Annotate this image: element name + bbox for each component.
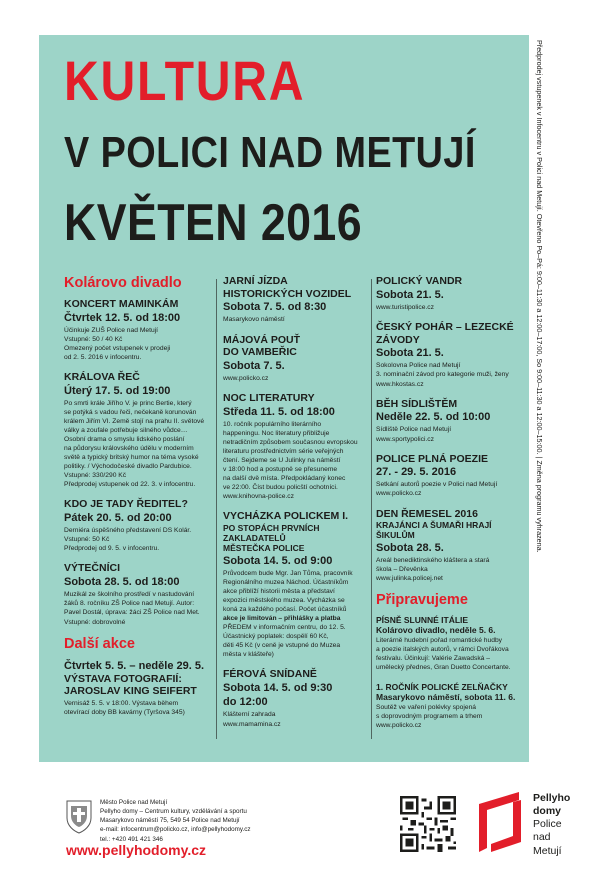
event: [64, 659, 214, 718]
event: [376, 398, 526, 444]
text-line: Pavel Dostál, úprava: žáci ZŠ Police nad Met.: [64, 609, 200, 617]
text-line: www.mamamina.cz: [223, 720, 281, 728]
text-line: www.knihovna-police.cz: [223, 493, 294, 501]
event-description: [376, 703, 526, 730]
text-line: 3. nominační závod pro kategorie muži, ženy: [376, 371, 509, 379]
text-line: umělecký přednes, Gran Duetto Concertante.: [376, 664, 511, 672]
event-title: POLICE PLNÁ POEZIE: [376, 452, 489, 465]
text-line: koná za každého počasí. Počet účastníků: [223, 606, 347, 614]
qr-code-icon: [400, 796, 456, 852]
text-line: žáků 8. ročníku ZŠ Police nad Metují. Autor:: [64, 600, 195, 608]
event-date: Úterý 17. 5. od 19:00: [64, 384, 171, 397]
text-line: Účastnický poplatek: dospělí 60 Kč,: [223, 633, 329, 641]
text-line: PŘEDEM v informačním centru, do 12. 5.: [223, 624, 346, 632]
event: [223, 510, 369, 659]
text-line: Vstupné: 50 Kč: [64, 536, 110, 544]
event-title: JAROSLAV KING SEIFERT: [64, 685, 197, 698]
event-date: Středa 11. 5. od 18:00: [223, 405, 335, 418]
logo-word: nad: [533, 831, 551, 844]
text-line: Předprodej vstupenek od 22. 3. v infocentru.: [64, 481, 196, 489]
text-line: Soutěž ve vaření polévky spojená: [376, 703, 477, 711]
text-line: Sokolovna Police nad Metují: [376, 362, 461, 370]
text-line: literaturu prostřednictvím série veřejných: [223, 448, 344, 456]
text-line: děti 45 Kč (v ceně je vstupné do Muzea: [223, 642, 341, 650]
text-line: světě a typický britský humor na téma vysoké: [64, 454, 199, 462]
event-description: [376, 425, 526, 443]
event-date: Neděle 22. 5. od 10:00: [376, 411, 491, 424]
event-description: [64, 699, 214, 717]
text-line: Vstupné: dobrovolné: [64, 618, 126, 626]
text-line: happeningu. Noc literatury přibližuje: [223, 430, 330, 437]
event-title: VÝTEČNÍCI: [64, 562, 121, 575]
event: [376, 453, 526, 499]
column-divider: [216, 279, 217, 739]
event-subtitle: MĚSTEČKA POLICE: [223, 543, 305, 554]
event-date: 27. - 29. 5. 2016: [376, 466, 457, 479]
event-title: POLICKÝ VANDR: [376, 275, 463, 287]
event-title: NOC LITERATURY: [223, 392, 315, 405]
event-title: DEN ŘEMESEL 2016: [376, 507, 478, 520]
event-title: KDO JE TADY ŘEDITEL?: [64, 498, 188, 511]
text-line: akce je limitován – přihlášky a platba: [223, 615, 341, 623]
event-date: Sobota 28. 5. od 18:00: [64, 576, 180, 589]
text-line: Vstupné: 50 / 40 Kč: [64, 335, 123, 343]
text-line: Klášterní zahrada: [223, 711, 276, 719]
poster-title: KULTURA: [64, 49, 306, 112]
event-date: Sobota 14. 5. od 9:00: [223, 554, 333, 567]
column-2: [223, 275, 369, 738]
text-line: králem Jiřím VI. Země stojí na prahu II. světové: [64, 418, 205, 426]
text-line: se potýká s vadou řeči, nečekaně korunován: [64, 409, 197, 417]
event: [64, 498, 214, 553]
text-line: politiky. / Východočeské divadlo Pardubice.: [64, 463, 192, 471]
text-line: www.policko.cz: [376, 721, 422, 729]
event-subtitle: Masarykovo náměstí, sobota 11. 6.: [376, 691, 516, 702]
event-title: MÁJOVÁ POUŤ: [223, 333, 301, 346]
side-note-text: Předprodej vstupenek v Infocentru v Polici nad Metují. Otevřeno Po–Pá: 9:00–11:30 a 12:00–17:00, So 9:00–11:30 a 12:00–15:00. | Změna programu vyhrazena.: [535, 40, 544, 553]
event: [223, 392, 369, 501]
text-line: města v klášteře): [223, 651, 274, 659]
event-description: [64, 590, 214, 626]
text-line: čtení. Sejdeme se U Julinky na náměstí: [223, 457, 341, 465]
event-title: VYCHÁZKA POLICKEM I.: [223, 510, 349, 523]
section-heading: Připravujeme: [376, 591, 468, 608]
coat-of-arms-icon: [66, 800, 92, 834]
address-line: Město Police nad Metují: [100, 799, 168, 806]
event: [376, 508, 526, 583]
event-description: [376, 303, 526, 312]
poster-place: V POLICI NAD METUJÍ: [64, 128, 476, 177]
event-description: [64, 526, 214, 553]
section-heading: Další akce: [64, 635, 135, 652]
event: [376, 275, 526, 312]
event-date: Sobota 7. 5. od 8:30: [223, 301, 327, 314]
column-3: [376, 275, 526, 739]
event-description: [223, 569, 369, 659]
text-line: www.hkostas.cz: [376, 380, 424, 388]
text-line: Předprodej od 9. 5. v infocentru.: [64, 545, 160, 553]
event-date: Sobota 21. 5.: [376, 347, 444, 360]
event: [376, 682, 526, 731]
event-date: Sobota 14. 5. od 9:30: [223, 681, 333, 694]
event-description: [223, 315, 369, 324]
text-line: netradičním způsobem současnou evropskou: [223, 439, 358, 447]
address-line: e-mail: infocentrum@policko.cz, info@pellyhodomy.cz: [100, 826, 251, 834]
text-line: Osobní drama o smyslu lidského poslání: [64, 436, 185, 444]
text-line: www.policko.cz: [376, 490, 422, 498]
pellyho-domy-logo-icon: [473, 786, 529, 860]
text-line: www.sportypolici.cz: [376, 435, 434, 443]
text-line: od 2. 5. 2016 v infocentru.: [64, 354, 142, 362]
text-line: Sídliště Police nad Metují: [376, 426, 452, 434]
logo-text: [533, 792, 570, 858]
event-date: Čtvrtek 5. 5. – neděle 29. 5.: [64, 659, 205, 672]
poster-month: KVĚTEN 2016: [64, 194, 363, 252]
event: [223, 334, 369, 384]
event-date: Čtvrtek 12. 5. od 18:00: [64, 311, 181, 324]
text-line: Masarykovo náměstí: [223, 316, 285, 324]
column-1: [64, 275, 214, 726]
text-line: Omezený počet vstupenek v prodeji: [64, 344, 171, 352]
address-line: tel.: +420 491 421 346: [100, 835, 163, 843]
event-title: BĚH SÍDLIŠTĚM: [376, 397, 458, 410]
address-block: [100, 798, 251, 844]
text-line: Derniéra úspěšného představení DS Kolár.: [64, 527, 192, 535]
text-line: s doprovodným programem a trhem: [376, 712, 483, 720]
event: [223, 668, 369, 728]
text-line: Vstupné: 330/290 Kč: [64, 472, 127, 480]
event: [64, 562, 214, 626]
event-title: VÝSTAVA FOTOGRAFIÍ:: [64, 672, 182, 685]
side-note: [532, 40, 546, 740]
event-description: [376, 556, 526, 583]
address-line: Masarykovo náměstí 75, 549 54 Police nad Metují: [100, 817, 240, 825]
text-line: otevírací doby BB kavárny (Tyršova 345): [64, 709, 185, 717]
text-line: Areál benediktinského kláštera a stará: [376, 556, 490, 564]
footer: [0, 770, 600, 892]
event-subtitle: PO STOPÁCH PRVNÍCH ZAKLADATELŮ: [223, 522, 320, 544]
event-title: PÍSNĚ SLUNNÉ ITÁLIE: [376, 614, 469, 625]
event: [376, 615, 526, 673]
text-line: a poezie italských autorů, v rámci Dvořákova: [376, 646, 509, 654]
event-date: Sobota 21. 5.: [376, 288, 444, 301]
text-line: Vernisáž 5. 5. v 18:00. Výstava během: [64, 700, 179, 708]
text-line: festivalu. Účinkují: Valérie Zawadská –: [376, 655, 490, 663]
text-line: Po smrti krále Jiřího V. je princ Bertie, který: [64, 399, 192, 407]
event-date: Sobota 28. 5.: [376, 541, 444, 554]
event-description: [223, 420, 369, 501]
website-link[interactable]: www.pellyhodomy.cz: [66, 842, 207, 858]
text-line: www.turistipolice.cz: [376, 303, 434, 311]
text-line: www.julinka.policej.net: [376, 574, 443, 582]
text-line: 10. ročník populárního literárního: [223, 420, 322, 428]
event-title: KONCERT MAMINKÁM: [64, 298, 179, 310]
logo-word: Metují: [533, 844, 562, 857]
logo-word: Police: [533, 818, 562, 831]
poster: [39, 35, 529, 762]
event-description: [376, 480, 526, 498]
event-description: [223, 374, 369, 383]
section-heading: Kolárovo divadlo: [64, 275, 182, 291]
text-line: expozici městského muzea. Vycházka se: [223, 596, 345, 604]
text-line: na další dvě místa. Předpokládaný konec: [223, 475, 346, 483]
event-subtitle: Kolárovo divadlo, neděle 5. 6.: [376, 625, 496, 636]
text-line: Účinkuje ZUŠ Police nad Metují: [64, 326, 159, 334]
text-line: akce přiblíží historii města a představí: [223, 587, 335, 595]
event-title: ZÁVODY: [376, 333, 420, 346]
event-date: Sobota 7. 5.: [223, 359, 285, 372]
event: [376, 321, 526, 389]
event-description: [223, 710, 369, 728]
text-line: Regionálního muzea Náchod. Účastníkům: [223, 578, 349, 586]
text-line: ve 22:00. Číst budou policští ochotníci.: [223, 484, 338, 492]
text-line: www.policko.cz: [223, 375, 269, 383]
event-date: do 12:00: [223, 696, 268, 709]
event-description: [64, 399, 214, 489]
text-line: Muzikál ze školního prostředí v nastudování: [64, 591, 195, 599]
text-line: škola – Dřevěnka: [376, 565, 428, 573]
event: [64, 371, 214, 489]
event-title: 1. ROČNÍK POLICKÉ ZELŇAČKY: [376, 681, 508, 692]
logo-word: domy: [533, 805, 562, 818]
text-line: Setkání autorů poezie v Polici nad Metují: [376, 481, 498, 489]
text-line: Průvodcem bude Mgr. Jan Tůma, pracovník: [223, 569, 353, 577]
text-line: na půdorysu královského údělu v moderním: [64, 445, 194, 453]
event: [64, 298, 214, 362]
text-line: války a zoufale potřebuje silného vůdce…: [64, 427, 188, 435]
event-title: JARNÍ JÍZDA: [223, 275, 288, 287]
address-line: Pellyho domy – Centrum kultury, vzdělávání a sportu: [100, 808, 247, 816]
event-date: Pátek 20. 5. od 20:00: [64, 512, 172, 525]
text-line: Literárně hudební pořad romantické hudby: [376, 637, 503, 645]
event-description: [376, 361, 526, 388]
event-title: KRÁLOVA ŘEČ: [64, 371, 140, 384]
event-title: ČESKÝ POHÁR – LEZECKÉ: [376, 320, 514, 333]
event-title: HISTORICKÝCH VOZIDEL: [223, 287, 352, 300]
text-line: v 18:00 hod a postupně se přesuneme: [223, 466, 338, 474]
event-title: FÉROVÁ SNÍDANĚ: [223, 668, 317, 681]
event-description: [376, 636, 526, 672]
event: [223, 275, 369, 325]
column-divider: [371, 279, 372, 739]
logo-word: Pellyho: [533, 792, 571, 804]
event-title: DO VAMBEŘIC: [223, 346, 297, 359]
event-description: [64, 326, 214, 362]
event-subtitle: KRAJÁNCI A ŠUMAŘI HRAJÍ ŠIKULŮM: [376, 520, 492, 541]
